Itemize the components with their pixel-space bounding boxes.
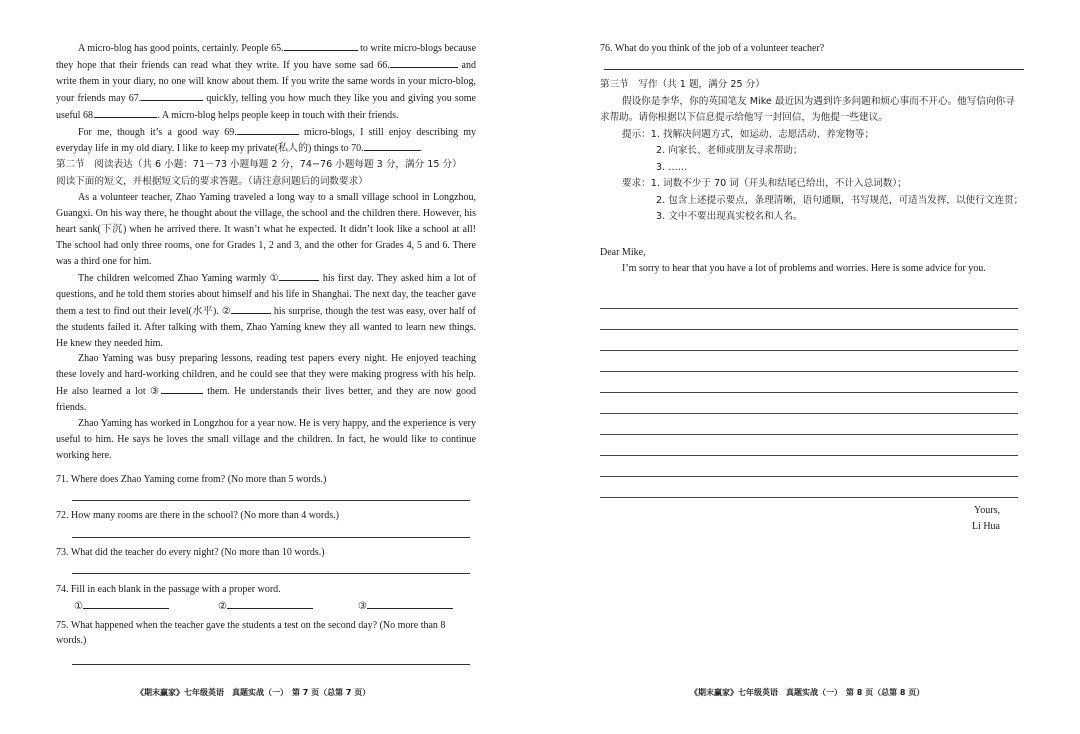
letter-signature: Li Hua [971, 521, 1000, 532]
writing-line-3[interactable] [600, 350, 1018, 351]
blank-70[interactable] [364, 140, 420, 151]
question-75: 75. What happened when the teacher gave the students a test on the second day? (No more than 8 words.) [56, 620, 446, 646]
requirement-2: 2. 包含上述提示要点，条理清晰，语句通顺，书写规范，可适当发挥，以使行文连贯； [656, 194, 1024, 206]
question-74: 74. Fill in each blank in the passage with a proper word. [56, 584, 281, 595]
question-73: 73. What did the teacher do every night? (No more than 10 words.) [56, 547, 325, 558]
answer-blank-74-2[interactable] [227, 598, 313, 609]
question-76: 76. What do you think of the job of a volunteer teacher? [600, 43, 825, 54]
story-paragraph-4: Zhao Yaming has worked in Longzhou for a year now. He is very happy, and the experience is very useful to him. He says he loves the small village and the children. In fact, he would like to continue working here. [56, 418, 476, 461]
page-footer-left: 《期末赢家》七年级英语 真题实战（一） 第 7 页（总第 7 页） [136, 688, 371, 697]
story-paragraph-2: The children welcomed Zhao Yaming warmly ① his first day. They asked him a lot of questions, and he told them stories about himself and his life in Shanghai. The next day, the teacher gave them a test to find out their level(水平). ② his surprise, though the test was easy, over half of the students failed it. After talking with them, Zhao Yaming knew they all wanted to learn new things. He knew they needed him. [56, 270, 476, 352]
hint-1: 提示：1. 找解决问题方式，如运动、志愿活动、养宠物等； [622, 128, 875, 140]
writing-line-5[interactable] [600, 392, 1018, 393]
requirement-1: 要求：1. 词数不少于 70 词（开头和结尾已给出，不计入总词数）； [622, 178, 907, 189]
blank-65[interactable] [284, 40, 358, 51]
blank-69[interactable] [237, 124, 299, 135]
blank-66[interactable] [390, 57, 458, 68]
question-72: 72. How many rooms are there in the school? (No more than 4 words.) [56, 510, 339, 521]
answer-line-76[interactable] [604, 69, 1024, 70]
blank-circle-1[interactable] [279, 270, 319, 281]
blank-68[interactable] [95, 107, 157, 118]
answer-line-72[interactable] [72, 537, 470, 538]
section3-title: 第三节 写作（共 1 题，满分 25 分） [600, 79, 765, 90]
writing-line-10[interactable] [600, 497, 1018, 498]
answer-line-75[interactable] [72, 664, 470, 665]
writing-line-1[interactable] [600, 308, 1018, 309]
letter-salutation: Dear Mike, [600, 247, 646, 258]
writing-line-8[interactable] [600, 455, 1018, 456]
letter-opening: I’m sorry to hear that you have a lot of problems and worries. Here is some advice for you. [622, 263, 986, 274]
writing-line-9[interactable] [600, 476, 1018, 477]
letter-closing: Yours, [974, 505, 1000, 516]
answer-line-71[interactable] [72, 500, 470, 501]
hint-3: 3. …… [656, 161, 688, 173]
section2-instructions: 阅读下面的短文，并根据短文后的要求答题。（请注意问题后的词数要求） [56, 175, 368, 187]
writing-line-2[interactable] [600, 329, 1018, 330]
blank-67[interactable] [141, 90, 203, 101]
question-74-blanks: ① ② ③ [74, 598, 474, 614]
answer-blank-74-3[interactable] [367, 598, 453, 609]
story-paragraph-1: As a volunteer teacher, Zhao Yaming traveled a long way to a small village school in Longzhou, Guangxi. On his way there, he thought about the village, the school and the children there. However, his heart sank(下沉) when he arrived there. It wasn’t what he expected. It didn’t look like a school at all! The school had only three rooms, one for Grades 1, 2 and 3, and the other for Grades 4, 5 and 6. There was a third one for him. [56, 192, 476, 267]
writing-line-6[interactable] [600, 413, 1018, 414]
answer-blank-74-1[interactable] [83, 598, 169, 609]
question-71: 71. Where does Zhao Yaming come from? (No more than 5 words.) [56, 474, 327, 485]
writing-line-4[interactable] [600, 371, 1018, 372]
blank-circle-3[interactable] [161, 383, 203, 394]
story-paragraph-3: Zhao Yaming was busy preparing lessons, reading test papers every night. He enjoyed teaching these lovely and hard-working children, and he could see that they were making progress with his help. He also learned a lot ③ them. He understands their lives better, and they are now good friends. [56, 353, 476, 414]
section3-description: 假设你是李华，你的英国笔友 Mike 最近因为遇到许多问题和烦心事而不开心。他写信向你寻求帮助。请你根据以下信息提示给他写一封回信，为他提一些建议。 [600, 95, 1015, 123]
section2-title: 第二节 阅读表达（共 6 小题：71－73 小题每题 2 分，74−76 小题每题 3 分，满分 15 分） [56, 159, 462, 171]
blank-circle-2[interactable] [231, 303, 271, 314]
cloze-paragraph-1: A micro-blog has good points, certainly. People 65. to write micro-blogs because they hope that their friends can read what they write. If you have some sad 66. and write them in your diary, no one will know about them. If you write the same words in your micro-blog, your friends may 67. quickly, telling you how much they like you and giving you some useful 68. . A micro-blog helps people keep in touch with their friends. [56, 40, 476, 124]
writing-line-7[interactable] [600, 434, 1018, 435]
page-footer-right: 《期末赢家》七年级英语 真题实战（一） 第 8 页（总第 8 页） [690, 688, 925, 697]
cloze-paragraph-2: For me, though it’s a good way 69. micro-blogs, I still enjoy describing my everyday life in my old diary. I like to keep my private(私人的) things to 70. . [56, 124, 476, 158]
answer-line-73[interactable] [72, 573, 470, 574]
hint-2: 2. 向家长、老师或朋友寻求帮助； [656, 145, 803, 156]
requirement-3: 3. 文中不要出现真实校名和人名。 [656, 211, 803, 222]
